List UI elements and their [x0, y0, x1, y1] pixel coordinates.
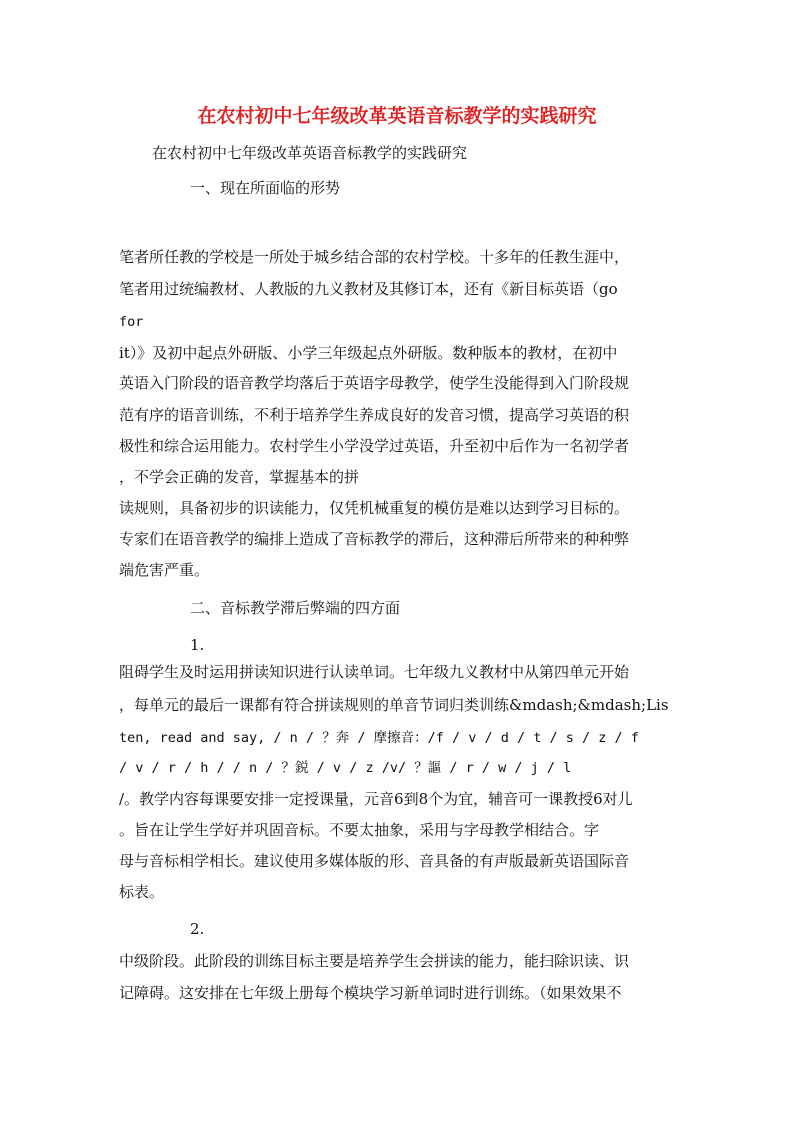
paragraph-line: 英语入门阶段的语音教学均落后于英语字母教学，使学生没能得到入门阶段规: [119, 374, 630, 392]
paragraph-line: it）》及初中起点外研版、小学三年级起点外研版。数种版本的教材，在初中: [119, 344, 618, 362]
paragraph-line: for: [119, 314, 144, 330]
paragraph-line: 极性和综合运用能力。农村学生小学没学过英语，升至初中后作为一名初学者: [119, 437, 630, 455]
section-2-heading: 二、音标教学滞后弊端的四方面: [190, 599, 401, 617]
paragraph-line: 中级阶段。此阶段的训练目标主要是培养学生会拼读的能力，能扫除识读、识: [119, 952, 630, 970]
paragraph-line: 记障碍。这安排在七年级上册每个模块学习新单词时进行训练。（如果效果不: [119, 984, 622, 1002]
paragraph-line: 专家们在语音教学的编排上造成了音标教学的滞后，这种滞后所带来的种种弊: [119, 530, 630, 548]
paragraph-line: ，不学会正确的发音，掌握基本的拼: [119, 468, 360, 486]
document-subtitle: 在农村初中七年级改革英语音标教学的实践研究: [152, 144, 468, 162]
paragraph-line: ，每单元的最后一课都有符合拼读规则的单音节词归类训练&mdash;&mdash;Lis: [119, 696, 669, 714]
list-item-number: 1.: [190, 636, 205, 654]
paragraph-line: 读规则，具备初步的识读能力，仅凭机械重复的模仿是难以达到学习目标的。: [119, 499, 630, 517]
document-title: 在农村初中七年级改革英语音标教学的实践研究: [197, 105, 597, 127]
paragraph-line: 端危害严重。: [119, 561, 210, 579]
paragraph-line: 笔者所任教的学校是一所处于城乡结合部的农村学校。十多年的任教生涯中，: [119, 248, 630, 266]
paragraph-line: 。旨在让学生学好并巩固音标。不要太抽象，采用与字母教学相结合。字: [119, 821, 600, 839]
paragraph-line: 范有序的语音训练，不利于培养学生养成良好的发音习惯，提高学习英语的积: [119, 406, 630, 424]
paragraph-line: 标表。: [119, 883, 165, 901]
section-1-heading: 一、现在所面临的形势: [190, 179, 341, 197]
paragraph-line: 阻碍学生及时运用拼读知识进行认读单词。七年级九义教材中从第四单元开始: [119, 663, 630, 681]
paragraph-line: ten, read and say, / n / ？奔 / 摩擦音：/f / v / d / t / s / z / f: [119, 730, 639, 746]
paragraph-line: 笔者用过统编教材、人教版的九义教材及其修订本，还有《新目标英语（go: [119, 280, 618, 298]
paragraph-line: /。教学内容每课要安排一定授课量，元音6到8个为宜，辅音可一课教授6对儿: [119, 790, 633, 808]
paragraph-line: 母与音标相学相长。建议使用多媒体版的形、音具备的有声版最新英语国际音: [119, 852, 630, 870]
list-item-number: 2.: [190, 920, 205, 938]
paragraph-line: / v / r / h / / n / ？鋭 / v / z /v/ ？謳 / r / w / j / l: [119, 760, 572, 776]
